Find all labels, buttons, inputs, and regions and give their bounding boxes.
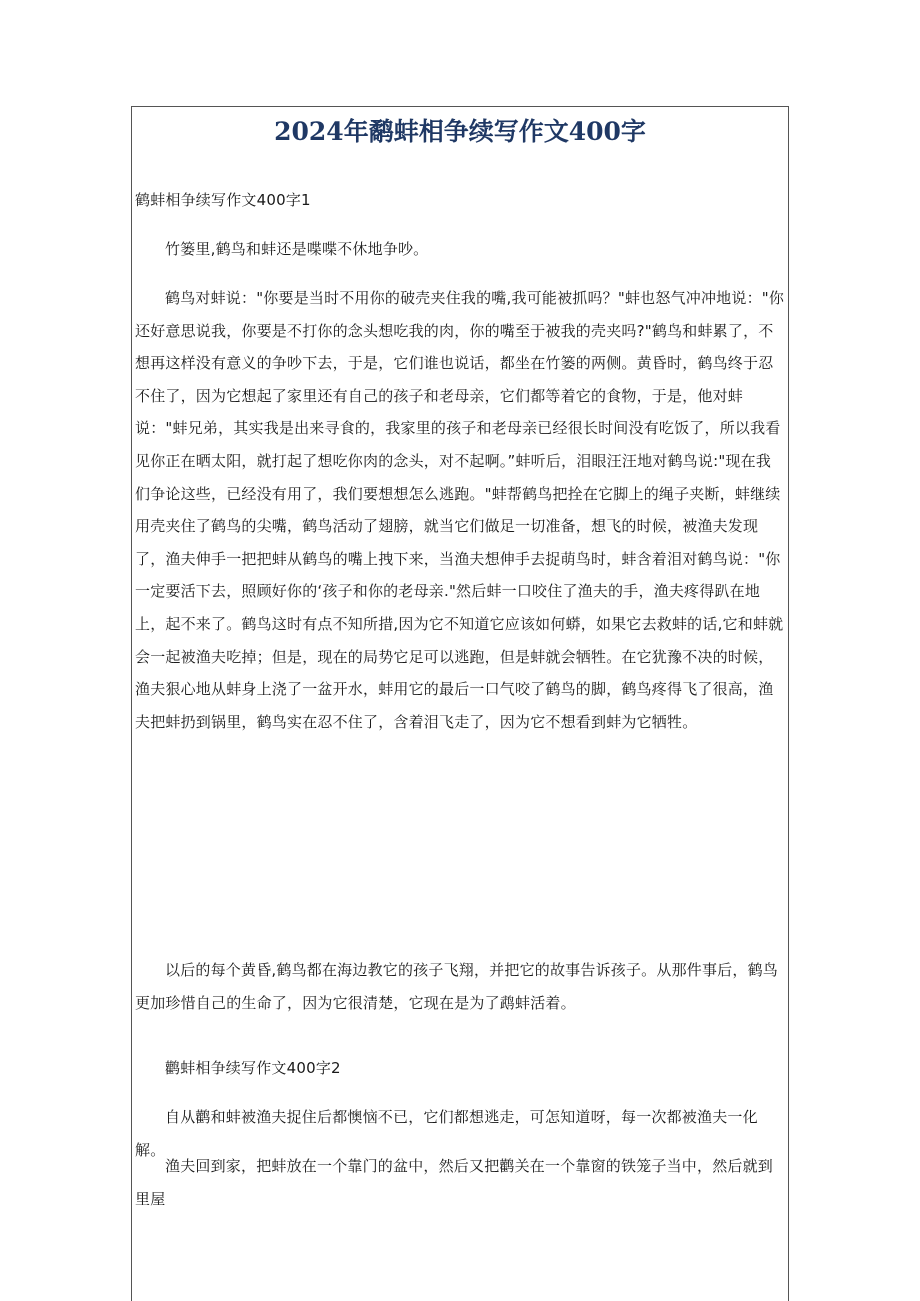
paragraph: 以后的每个黄昏,鹤鸟都在海边教它的孩子飞翔，并把它的故事告诉孩子。从那件事后，鹤鸟更加珍惜自己的生命了，因为它很清楚，它现在是为了鹉蚌活着。 <box>135 961 778 1012</box>
paragraph: 渔夫回到家，把蚌放在一个靠门的盆中，然后又把鹳关在一个靠窗的铁笼子当中，然后就到里屋 <box>135 1157 774 1208</box>
paragraph: 自从鹳和蚌被渔夫捉住后都懊恼不已，它们都想逃走，可怎知道呀，每一次都被渔夫一化解。 <box>135 1108 758 1159</box>
document-title: 2024年鹬蚌相争续写作文400字 <box>274 117 646 146</box>
section-heading-2: 鹳蚌相争续写作文400字2 <box>165 1059 341 1077</box>
section-heading-1: 鹤蚌相争续写作文400字1 <box>135 191 311 209</box>
paragraph: 鹤鸟对蚌说："你要是当时不用你的破壳夹住我的嘴,我可能被抓吗？"蚌也怒气冲冲地说："你还好意思说我，你要是不打你的念头想吃我的肉，你的嘴至于被我的壳夹吗?"鹤鸟和蚌累了，不想再这样没有意义的争吵下去，于是，它们谁也说话，都坐在竹篓的两侧。黄昏时，鹤鸟终于忍不住了，因为它想起了家里还有自己的孩子和老母亲，它们都等着它的食物，于是，他对蚌说："蚌兄弟，其实我是出来寻食的，我家里的孩子和老母亲已经很长时间没有吃饭了，所以我看见你正在晒太阳，就打起了想吃你肉的念头，对不起啊。”蚌听后，泪眼汪汪地对鹤鸟说:"现在我们争论这些，已经没有用了，我们要想想怎么逃跑。"蚌帮鹤鸟把拴在它脚上的绳子夹断，蚌继续用壳夹住了鹤鸟的尖嘴，鹤鸟活动了翅膀，就当它们做足一切准备，想飞的时候，被渔夫发现了，渔夫伸手一把把蚌从鹤鸟的嘴上拽下来，当渔夫想伸手去捉萌鸟时，蚌含着泪对鹤鸟说："你一定要活下去，照顾好你的‘孩子和你的老母亲."然后蚌一口咬住了渔夫的手，渔夫疼得趴在地上，起不来了。鹤鸟这时有点不知所措,因为它不知道它应该如何蟒，如果它去救蚌的话,它和蚌就会一起被渔夫吃掉；但是，现在的局势它足可以逃跑，但是蚌就会牺牲。在它犹豫不决的时候，渔夫狠心地从蚌身上浇了一盆开水，蚌用它的最后一口气咬了鹤鸟的脚，鹤鸟疼得飞了很高，渔夫把蚌扔到锅里，鹤鸟实在忍不住了，含着泪飞走了，因为它不想看到蚌为它牺牲。 <box>135 289 785 731</box>
paragraph: 竹篓里,鹤鸟和蚌还是喋喋不休地争吵。 <box>165 240 429 258</box>
